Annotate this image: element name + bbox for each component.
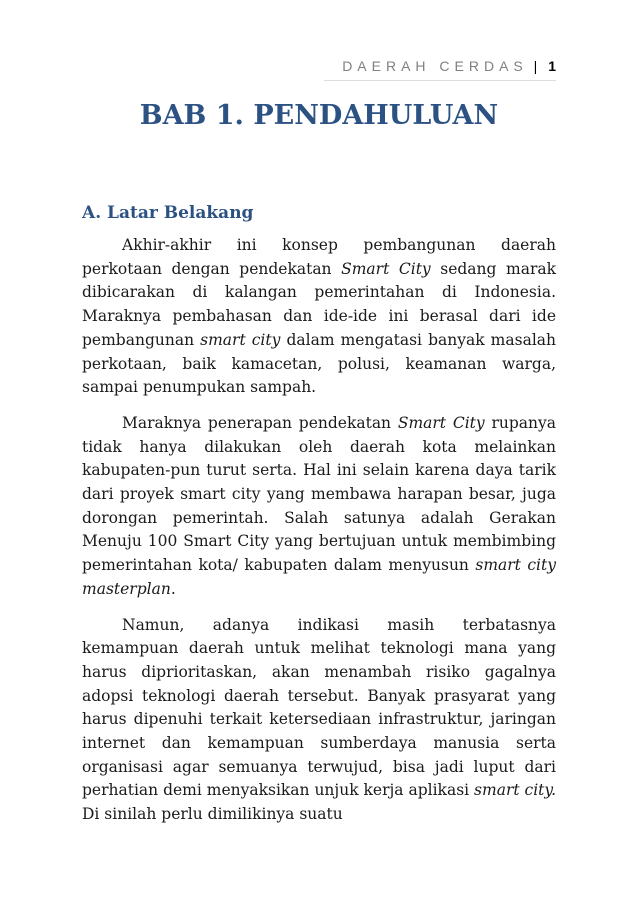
paragraph-2-term: Smart City: [397, 413, 485, 432]
paragraph-2-text: Maraknya penerapan pendekatan: [122, 413, 398, 432]
paragraph-1-text: sedang marak dibicarakan di kalangan pemerintahan di Indonesia. Maraknya pembahasan dan ide-ide ini berasal dari ide pembangunan: [82, 259, 556, 349]
paragraph-3-text: Namun, adanya indikasi masih terbatasnya kemampuan daerah untuk melihat teknologi mana yang harus diprioritaskan, akan menambah risiko gagalnya adopsi teknologi daerah tersebut. Banyak prasyarat yang harus dipenuhi terkait ketersediaan infrastruktur, jaringan internet dan kemampuan sumberdaya manusia serta organisasi agar semuanya terwujud, bisa jadi luput dari perhatian demi menyaksikan unjuk kerja aplikasi: [82, 615, 556, 800]
header-rule: [324, 80, 556, 81]
paragraph-3-term: smart city.: [474, 781, 557, 800]
chapter-title: BAB 1. PENDAHULUAN: [139, 100, 499, 131]
paragraph-2-term: smart city masterplan: [82, 556, 556, 598]
paragraph-1-text: dalam mengatasi banyak masalah perkotaan, baik kamacetan, polusi, keamanan warga, sampai penumpukan sampah.: [82, 330, 556, 397]
paragraph-3-text: Di sinilah perlu dimilikinya suatu: [82, 805, 343, 824]
paragraph-1-term: smart city: [200, 330, 281, 349]
section-heading: A. Latar Belakang: [82, 203, 254, 223]
paragraph-2: [82, 412, 556, 602]
body-text: [82, 234, 556, 827]
paragraph-1: [82, 234, 556, 400]
paragraph-2-text: .: [170, 579, 176, 598]
page-number: 1: [548, 58, 556, 74]
paragraph-1-text: Akhir-akhir ini konsep pembangunan daerah perkotaan dengan pendekatan: [82, 236, 556, 278]
running-title: DAERAH CERDAS: [342, 58, 528, 74]
paragraph-1-term: Smart City: [341, 259, 431, 278]
paragraph-2-text: rupanya tidak hanya dilakukan oleh daerah kota melainkan kabupaten-pun turut serta. Hal ini selain karena daya tarik dari proyek smart city yang membawa harapan besar, juga dorongan pemerintah. Salah satunya adalah Gerakan Menuju 100 Smart City yang bertujuan untuk membimbing pemerintahan kota/ kabupaten dalam menyusun: [82, 413, 556, 575]
running-header: [342, 58, 556, 74]
paragraph-3: [82, 614, 556, 827]
header-separator: |: [533, 58, 538, 74]
